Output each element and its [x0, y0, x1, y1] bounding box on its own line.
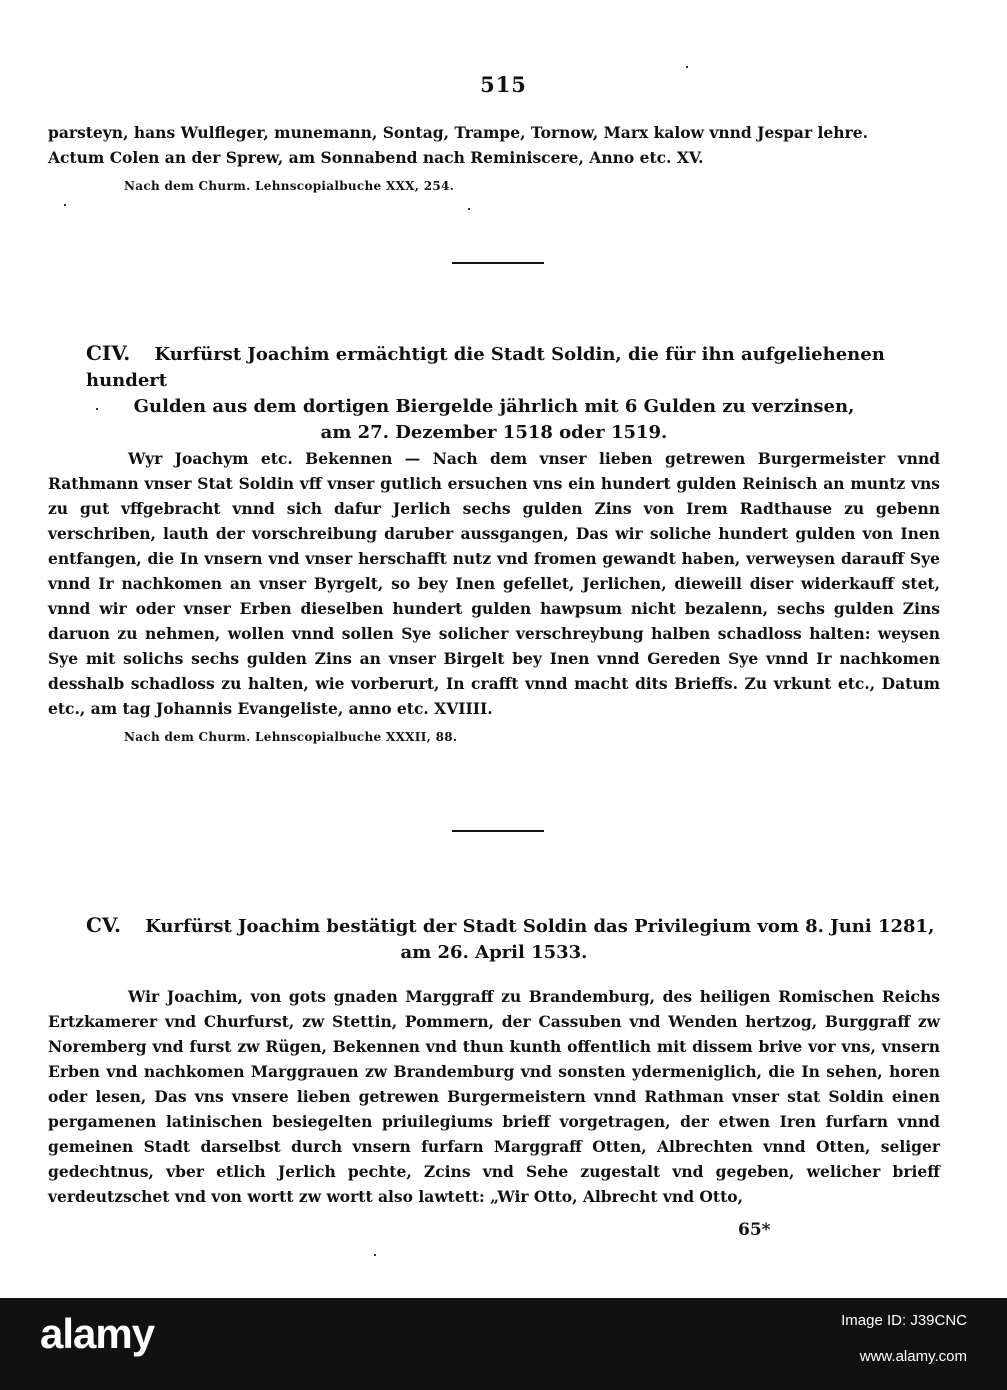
- source-note-1: Nach dem Churm. Lehnscopialbuche XXX, 254.: [124, 179, 455, 193]
- source-note-2: Nach dem Churm. Lehnscopialbuche XXXII, 88.: [124, 730, 458, 744]
- section-cv-body-block: [48, 984, 940, 1209]
- scan-speck: [64, 204, 66, 206]
- section-cv-heading-line-2: am 26. April 1533.: [400, 942, 588, 963]
- page-number: 515: [480, 72, 527, 97]
- scan-speck: [374, 1254, 376, 1256]
- scan-speck: [686, 66, 688, 68]
- top-text-line-1: parsteyn, hans Wulfleger, munemann, Sontag, Trampe, Tornow, Marx kalow vnnd Jespar lehre.: [48, 123, 868, 142]
- top-text-block: [48, 120, 940, 196]
- section-cv-body: Wir Joachim, von gots gnaden Marggraff zu Brandemburg, des heiligen Romischen Reichs Ertzkamerer vnd Churfurst, zw Stettin, Pommern, der Cassuben vnd Wenden hertzog, Burggraff zw Noremberg vnd furst zw Rügen, Bekennen vnd thun kunth offentlich mit dissem brive vor vns, vnsern Erben vnd nachkomen Marggrauen zw Brandemburg vnd sonsten ydermeniglich, die In sehen, horen oder lesen, Das vns vnsere lieben getrewen Burgermeistern vnnd Rathman vnser stat Soldin einen pergamenen latinischen besiegelten priuilegiums brieff vorgetragen, der etwen Iren furfarn vnnd gemeinen Stadt darselbst durch vnsern furfarn Marggraff Otten, Albrechten vnnd Otten, seliger gedechtnus, vber etlich Jerlich pechte, Zcins vnd Sehe zugestalt vnd gegeben, welicher brieff verdeutzschet vnd von wortt zw wortt also lawtett: „Wir Otto, Albrecht vnd Otto,: [48, 987, 940, 1206]
- section-civ-number: CIV.: [86, 341, 131, 365]
- site-url-link[interactable]: www.alamy.com: [859, 1348, 967, 1365]
- section-divider: [452, 830, 544, 832]
- sheet-number: 65*: [738, 1220, 771, 1240]
- section-civ-heading: [48, 340, 940, 446]
- section-cv-heading: [48, 912, 940, 966]
- alamy-logo[interactable]: alamy: [40, 1310, 155, 1357]
- section-cv-heading-line-1: Kurfürst Joachim bestätigt der Stadt Soldin das Privilegium vom 8. Juni 1281,: [145, 916, 935, 937]
- section-civ-body: Wyr Joachym etc. Bekennen — Nach dem vnser lieben getrewen Burgermeister vnnd Rathmann vnser Stat Soldin vff vnser gutlich ersuchen vns ein hundert gulden Reinisch an muntz vns zu gut vffgebracht vnnd sich dafur Jerlich sechs gulden Zins von Irem Radthause zu gebenn verschriben, lauth der vorschreibung daruber aussgangen, Das wir soliche hundert gulden von Inen entfangen, die In vnsern vnd vnser herschafft nutz vnd fromen gewandt haben, verweysen darauff Sye vnnd Ir nachkomen an vnser Byrgelt, so bey Inen gefellet, Jerlichen, dieweill diser widerkauff stet, vnnd wir oder vnser Erben dieselben hundert gulden hawpsum nicht bezalenn, sechs gulden Zins daruon zu nehmen, wollen vnnd sollen Sye solicher verschreybung halben schadloss halten: weysen Sye mit solichs sechs gulden Zins an vnser Birgelt bey Inen vnnd Gereden Sye vnnd Ir nachkomen desshalb schadloss zu halten, wie vorberurt, In crafft vnnd macht dits Brieffs. Zu vrkunt etc., Datum etc., am tag Johannis Evangeliste, anno etc. XVIIII.: [48, 449, 940, 718]
- section-civ-body-block: [48, 446, 940, 747]
- scan-speck: [468, 208, 470, 210]
- section-civ-heading-line-1: Kurfürst Joachim ermächtigt die Stadt Soldin, die für ihn aufgeliehenen hundert: [86, 344, 885, 391]
- section-divider: [452, 262, 544, 264]
- scan-speck: [96, 408, 98, 410]
- section-civ-heading-line-2: Gulden aus dem dortigen Biergelde jährlich mit 6 Gulden zu verzinsen,: [133, 396, 855, 417]
- section-civ-heading-line-3: am 27. Dezember 1518 oder 1519.: [320, 422, 668, 443]
- image-id-label: Image ID: J39CNC: [841, 1312, 967, 1329]
- section-cv-number: CV.: [86, 913, 121, 937]
- stock-photo-footer: [0, 1298, 1007, 1390]
- top-text-line-2: Actum Colen an der Sprew, am Sonnabend nach Reminiscere, Anno etc. XV.: [48, 148, 704, 167]
